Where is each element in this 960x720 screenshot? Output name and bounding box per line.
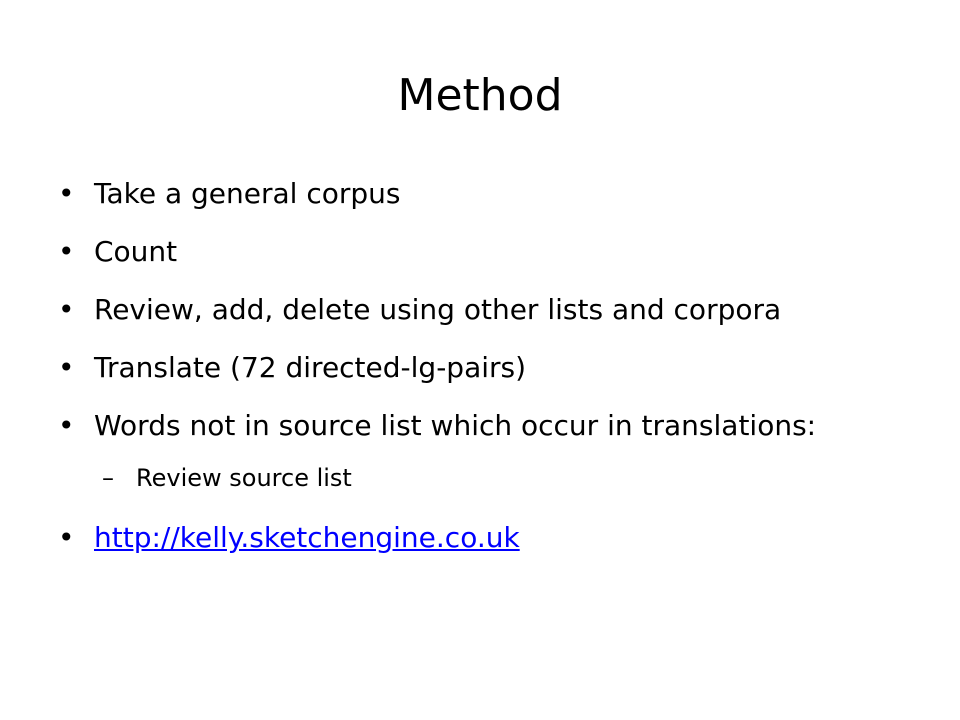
bullet-item (58, 292, 918, 328)
sub-bullet-item (58, 462, 918, 494)
bullet-text: Review, add, delete using other lists and corpora (94, 293, 782, 326)
sub-bullet-text: Review source list (136, 464, 352, 492)
bullet-item (58, 408, 918, 444)
bullet-marker: • (58, 177, 75, 210)
bullet-item-link (58, 520, 918, 556)
bullet-text: Translate (72 directed-lg-pairs) (94, 351, 527, 384)
slide-title: Method (397, 70, 563, 121)
bullet-list (58, 176, 918, 578)
bullet-text: Words not in source list which occur in translations: (94, 409, 817, 442)
bullet-item (58, 176, 918, 212)
bullet-marker: • (58, 293, 75, 326)
bullet-text: Count (94, 235, 178, 268)
kelly-link[interactable]: http://kelly.sketchengine.co.uk (94, 521, 520, 554)
sub-bullet-marker: – (102, 464, 114, 492)
bullet-marker: • (58, 521, 75, 554)
bullet-item (58, 350, 918, 386)
bullet-marker: • (58, 351, 75, 384)
bullet-marker: • (58, 235, 75, 268)
bullet-text: Take a general corpus (94, 177, 401, 210)
bullet-marker: • (58, 409, 75, 442)
bullet-item (58, 234, 918, 270)
